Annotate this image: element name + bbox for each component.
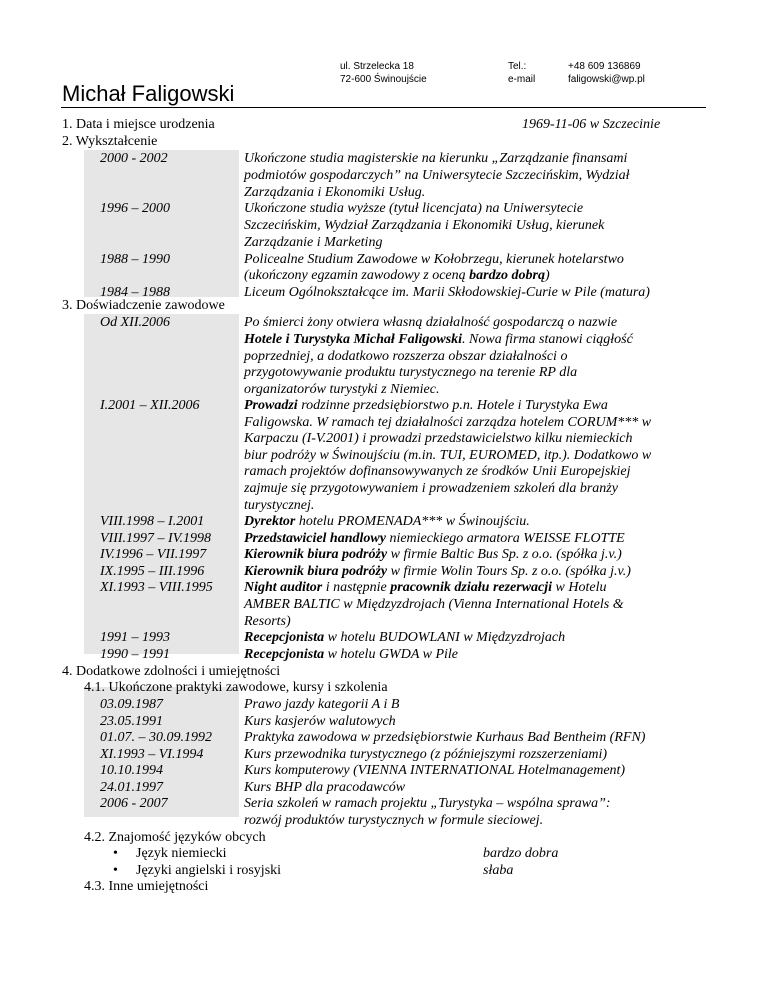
subsection-languages-title: 4.2. Znajomość języków obcych <box>84 830 266 845</box>
section-education-title: 2. Wykształcenie <box>62 134 158 149</box>
contact-values <box>568 60 645 86</box>
job-date: IV.1996 – VII.1997 <box>100 547 207 562</box>
job-role: Prowadzi <box>244 398 298 413</box>
edu-text: Zarządzania i Ekonomiki Usług. <box>244 185 426 200</box>
bullet-icon: • <box>113 863 118 878</box>
course-text: rozwój produktów turystycznych w formule sieciowej. <box>244 813 544 828</box>
job-text: biur podróży w Świnoujściu (m.in. TUI, EUROMED, itp.). Dodatkowo w <box>244 448 652 463</box>
edu-text: Ukończone studia wyższe (tytuł licencjata) na Uniwersytecie <box>244 201 584 216</box>
course-date: 24.01.1997 <box>100 780 163 795</box>
course-text: Kurs kasjerów walutowych <box>244 714 396 729</box>
job-text: Dyrektor hotelu PROMENADA*** w Świnoujściu. <box>244 514 530 529</box>
section-skills-title: 4. Dodatkowe zdolności i umiejętności <box>62 664 281 679</box>
tel-value: +48 609 136869 <box>568 61 641 72</box>
course-date: 01.07. – 30.09.1992 <box>100 730 212 745</box>
edu-text: (ukończony egzamin zawodowy z oceną bardzo dobrą) <box>244 268 550 283</box>
edu-date: 1996 – 2000 <box>100 201 170 216</box>
job-text: AMBER BALTIC w Międzyzdrojach (Vienna International Hotels & <box>244 597 624 612</box>
course-text: Prawo jazdy kategorii A i B <box>244 697 400 712</box>
job-date: I.2001 – XII.2006 <box>100 398 200 413</box>
course-text: Kurs komputerowy (VIENNA INTERNATIONAL Hotelmanagement) <box>244 763 626 778</box>
job-text: organizatorów turystyki z Niemiec. <box>244 382 440 397</box>
person-name: Michał Faligowski <box>62 81 235 106</box>
job-role: Recepcjonista <box>244 630 325 645</box>
job-text: zajmuje się przygotowywaniem i prowadzeniem szkoleń dla branży <box>244 481 618 496</box>
job-text: Recepcjonista w hotelu GWDA w Pile <box>244 647 459 662</box>
job-date: 1990 – 1991 <box>100 647 170 662</box>
job-date: 1991 – 1993 <box>100 630 170 645</box>
language-level: słaba <box>483 863 514 878</box>
job-text: ramach projektów dofinansowywanych ze środków Unii Europejskiej <box>244 464 631 479</box>
course-text: Praktyka zawodowa w przedsiębiorstwie Kurhaus Bad Bentheim (RFN) <box>244 730 646 745</box>
job-text: Karpaczu (I-V.2001) i prowadzi przedstawicielstwo kilku niemieckich <box>244 431 633 446</box>
job-role: Recepcjonista <box>244 647 325 662</box>
shade-experience <box>84 314 239 654</box>
subsection-other-skills-title: 4.3. Inne umiejętności <box>84 879 209 894</box>
edu-text: Szczecińskim, Wydział Zarządzania i Ekonomiki Usług, kierunek <box>244 218 605 233</box>
course-text: Kurs przewodnika turystycznego (z późniejszymi rozszerzeniami) <box>244 747 608 762</box>
section-birth-title: 1. Data i miejsce urodzenia <box>62 117 215 132</box>
job-text: turystycznej. <box>244 498 315 513</box>
job-text: Recepcjonista w hotelu BUDOWLANI w Międzyzdrojach <box>244 630 566 645</box>
job-text: Przedstawiciel handlowy niemieckiego armatora WEISSE FLOTTE <box>244 531 625 546</box>
course-date: 03.09.1987 <box>100 697 163 712</box>
job-text: Prowadzi rodzinne przedsiębiorstwo p.n. Hotele i Turystyka Ewa <box>244 398 608 413</box>
company-name: Hotele i Turystyka Michał Faligowski <box>244 332 463 347</box>
address-street: ul. Strzelecka 18 <box>340 61 414 72</box>
address-block <box>340 60 427 86</box>
job-text: poprzedniej, a dodatkowo rozszerza obszar działalności o <box>244 349 568 364</box>
job-date: Od XII.2006 <box>100 315 170 330</box>
grade-highlight: bardzo dobrą <box>469 268 545 283</box>
edu-date: 1984 – 1988 <box>100 285 170 300</box>
birth-value: 1969-11-06 w Szczecinie <box>522 117 661 132</box>
job-text: Kierownik biura podróży w firmie Wolin Tours Sp. z o.o. (spółka j.v.) <box>244 564 631 579</box>
edu-text: Zarządzanie i Marketing <box>244 235 383 250</box>
edu-date: 1988 – 1990 <box>100 252 170 267</box>
section-experience-title: 3. Doświadczenie zawodowe <box>62 298 225 313</box>
job-date: VIII.1997 – IV.1998 <box>100 531 211 546</box>
job-text: Faligowska. W ramach tej działalności zarządza hotelem CORUM*** w <box>244 415 652 430</box>
edu-date: 2000 - 2002 <box>100 151 168 166</box>
edu-text: Liceum Ogólnokształcące im. Marii Skłodowskiej-Curie w Pile (matura) <box>244 285 650 300</box>
course-date: 2006 - 2007 <box>100 796 168 811</box>
email-label: e-mail <box>508 74 536 85</box>
job-role: Dyrektor <box>244 514 296 529</box>
contact-labels <box>508 60 535 86</box>
job-text: Hotele i Turystyka Michał Faligowski. Nowa firma stanowi ciągłość <box>244 332 633 347</box>
job-role: Przedstawiciel handlowy <box>244 531 386 546</box>
address-city: 72-600 Świnoujście <box>340 74 427 85</box>
language-level: bardzo dobra <box>483 846 559 861</box>
email-value: faligowski@wp.pl <box>568 74 645 85</box>
job-text: przygotowywanie produktu turystycznego na terenie RP dla <box>244 365 578 380</box>
job-text: Night auditor i następnie pracownik działu rezerwacji w Hotelu <box>244 580 607 595</box>
edu-text: podmiotów gospodarczych” na Uniwersytecie Szczecińskim, Wydział <box>244 168 630 183</box>
shade-education <box>84 150 239 297</box>
edu-text: Policealne Studium Zawodowe w Kołobrzegu, kierunek hotelarstwo <box>244 252 624 267</box>
job-text: Resorts) <box>244 614 291 629</box>
job-role: Night auditor <box>244 580 323 595</box>
course-date: XI.1993 – VI.1994 <box>100 747 204 762</box>
job-date: XI.1993 – VIII.1995 <box>100 580 213 595</box>
header-divider <box>61 107 706 108</box>
language-name: Języki angielski i rosyjski <box>136 863 282 878</box>
course-text: Kurs BHP dla pracodawców <box>244 780 406 795</box>
job-date: VIII.1998 – I.2001 <box>100 514 205 529</box>
job-text: Kierownik biura podróży w firmie Baltic Bus Sp. z o.o. (spółka j.v.) <box>244 547 622 562</box>
job-role: Kierownik biura podróży <box>244 547 388 562</box>
bullet-icon: • <box>113 846 118 861</box>
tel-label: Tel.: <box>508 61 527 72</box>
edu-text: Ukończone studia magisterskie na kierunku „Zarządzanie finansami <box>244 151 628 166</box>
language-name: Język niemiecki <box>136 846 227 861</box>
job-date: IX.1995 – III.1996 <box>100 564 205 579</box>
course-date: 23.05.1991 <box>100 714 163 729</box>
job-text: Po śmierci żony otwiera własną działalność gospodarczą o nazwie <box>244 315 618 330</box>
job-role: Kierownik biura podróży <box>244 564 388 579</box>
job-role: pracownik działu rezerwacji <box>390 580 553 595</box>
subsection-courses-title: 4.1. Ukończone praktyki zawodowe, kursy i szkolenia <box>84 680 388 695</box>
course-date: 10.10.1994 <box>100 763 163 778</box>
course-text: Seria szkoleń w ramach projektu „Turystyka – wspólna sprawa”: <box>244 796 611 811</box>
